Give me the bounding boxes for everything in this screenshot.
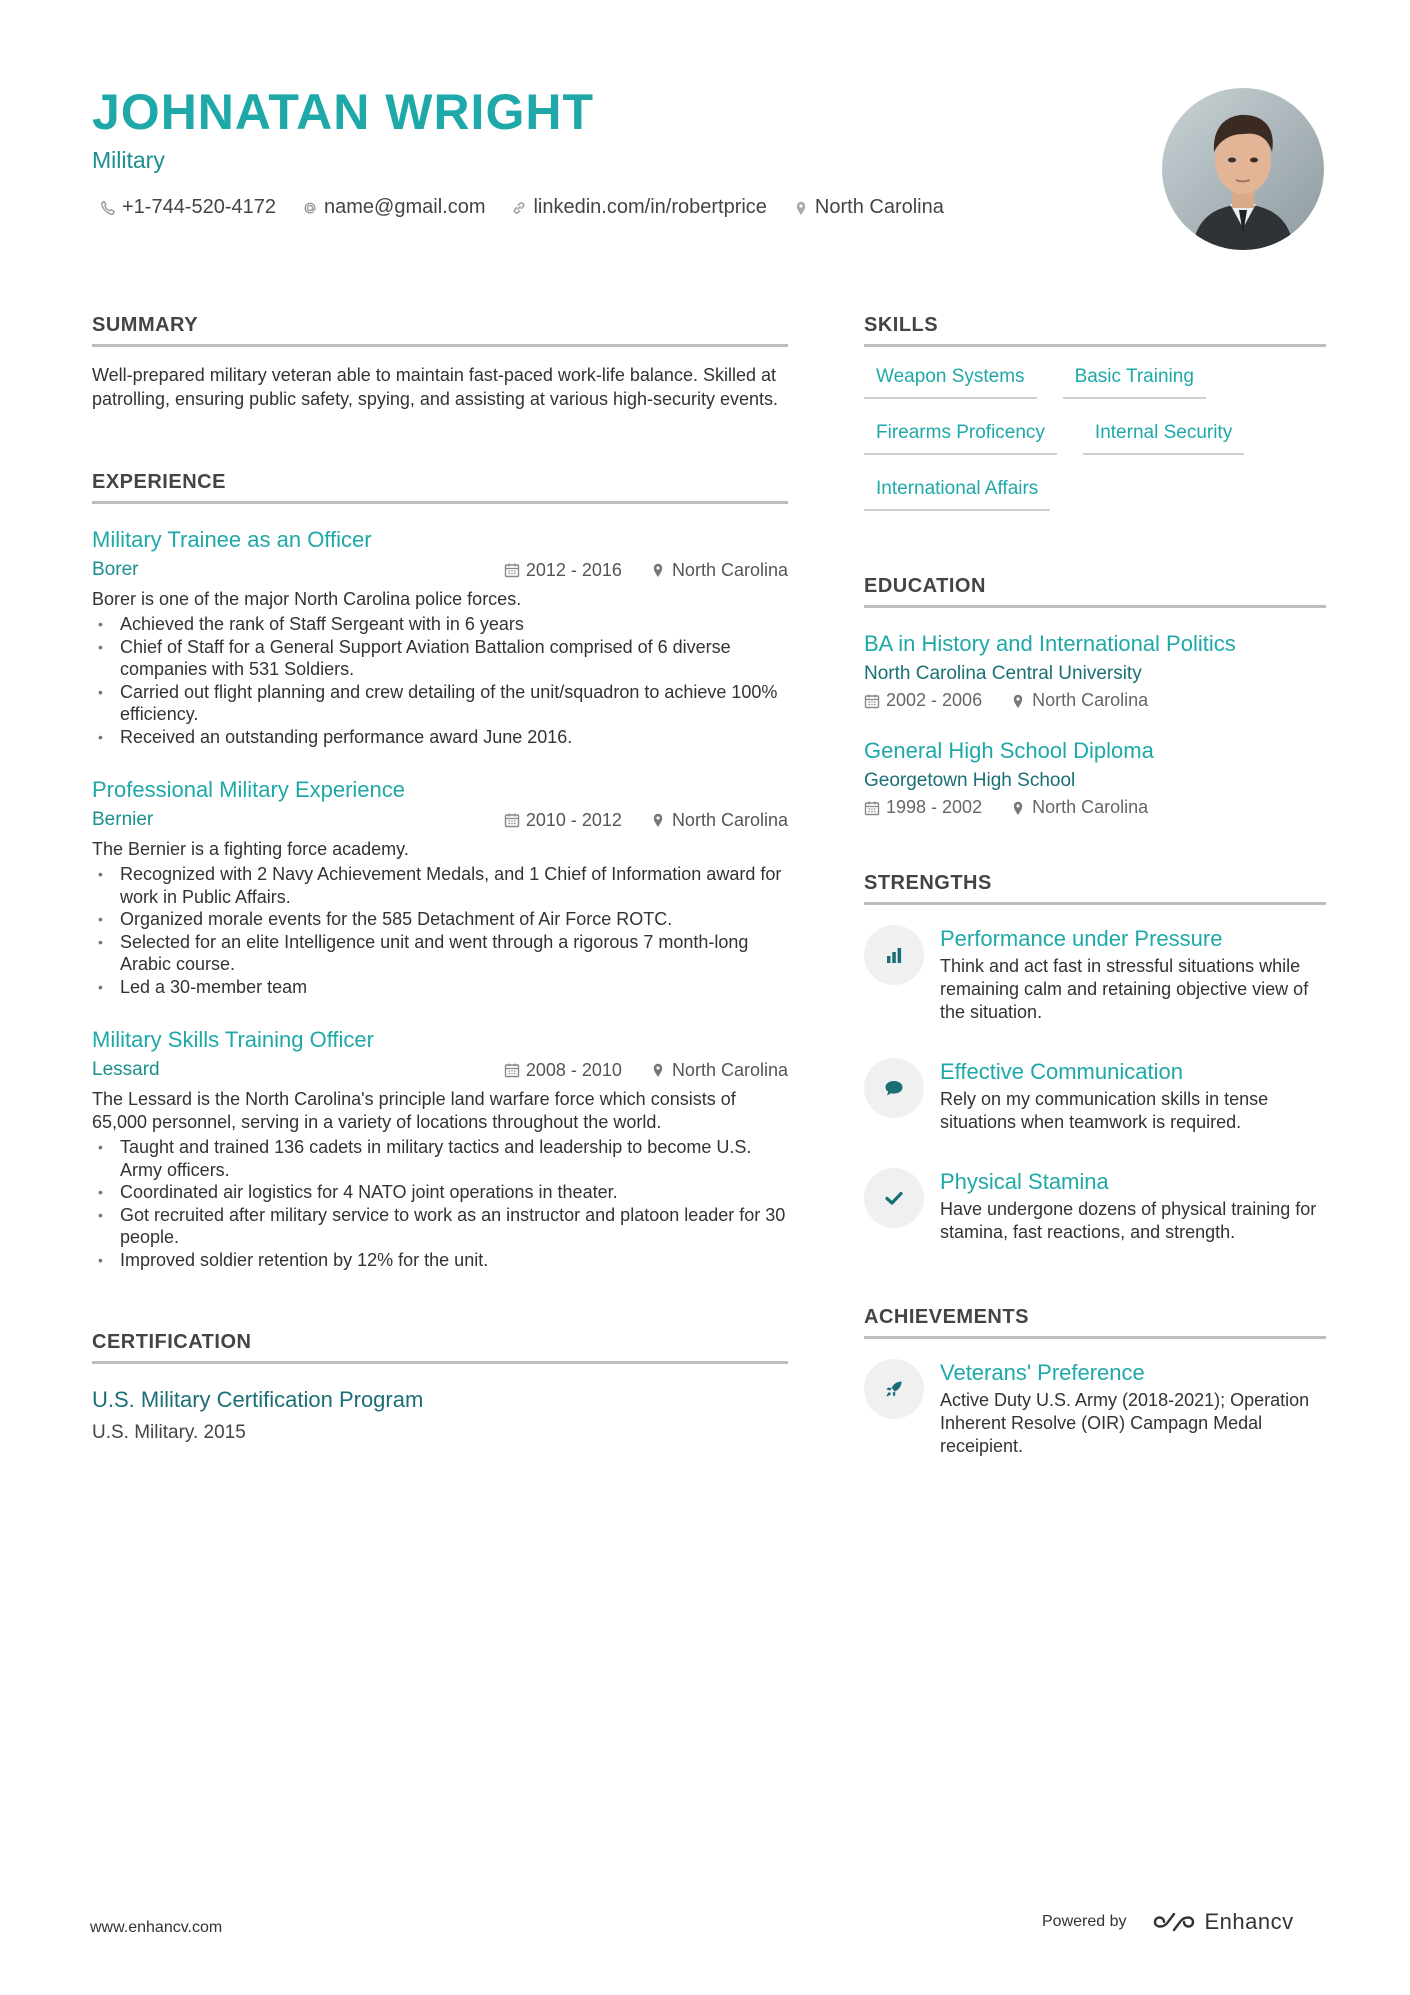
job-meta-right [476, 810, 788, 831]
education-location [1010, 690, 1148, 711]
job-bullets [92, 613, 788, 748]
achievement-title: Veterans' Preference [940, 1360, 1145, 1385]
bar-chart-icon [864, 925, 924, 985]
speech-bubble-icon [864, 1058, 924, 1118]
calendar-icon [504, 562, 520, 578]
strengths-heading: STRENGTHS [864, 870, 1326, 905]
education-dates-text: 2002 - 2006 [886, 690, 983, 710]
contact-linkedin[interactable] [511, 196, 766, 219]
job-location-text: North Carolina [671, 809, 788, 830]
strength-title: Effective Communication [940, 1059, 1183, 1084]
job-bullet: • Received an outstanding performance award June 2016. [92, 726, 788, 749]
strength-text: Have undergone dozens of physical training for stamina, fast reactions, and strength. [940, 1199, 1317, 1242]
phone-text: +1-744-520-4172 [122, 196, 277, 218]
profile-photo [1162, 88, 1324, 250]
skills-heading: SKILLS [864, 312, 1326, 347]
education-section [864, 573, 1326, 818]
company-name: Borer [92, 559, 139, 580]
location-text: North Carolina [814, 196, 944, 218]
candidate-name: JOHNATAN WRIGHT [92, 84, 594, 140]
calendar-icon [864, 800, 880, 816]
job-location-text: North Carolina [671, 559, 788, 580]
achievements-section [864, 1304, 1326, 1458]
job-dates-text: 2012 - 2016 [525, 559, 622, 580]
degree-title: BA in History and International Politics [864, 631, 1236, 656]
email-text[interactable]: name@gmail.com [324, 196, 486, 218]
job-location [650, 810, 788, 831]
left-column [92, 312, 788, 1446]
location-pin-icon [793, 200, 809, 216]
footer-branding [1042, 1909, 1294, 1935]
job-meta-right [476, 560, 788, 581]
strength-text: Think and act fast in stressful situations while remaining calm and retaining objective view of the situation. [940, 956, 1309, 1022]
education-dates [864, 797, 982, 818]
job-meta [92, 558, 788, 582]
job-dates [504, 1060, 622, 1081]
contact-bar [100, 196, 970, 219]
strength-title: Physical Stamina [940, 1169, 1109, 1194]
job-description: Borer is one of the major North Carolina police forces. [92, 589, 522, 609]
education-meta [864, 797, 1326, 818]
education-dates [864, 690, 982, 711]
job-title: Military Skills Training Officer [92, 1027, 374, 1052]
job-dates-text: 2008 - 2010 [525, 1059, 622, 1080]
achievement-item [864, 1359, 1326, 1458]
job-bullet: • Carried out flight planning and crew detailing of the unit/squadron to achieve 100% efficiency. [92, 681, 788, 726]
job-dates [504, 810, 622, 831]
job-bullets [92, 1136, 788, 1271]
strengths-section [864, 870, 1326, 1244]
skill-tag: Internal Security [1083, 421, 1244, 455]
location-pin-icon [1010, 693, 1026, 709]
phone-icon [100, 200, 116, 216]
education-meta [864, 690, 1326, 711]
job-bullet: • Taught and trained 136 cadets in military tactics and leadership to become U.S. Army officers. [92, 1136, 788, 1181]
job-location [650, 1060, 788, 1081]
education-location [1010, 797, 1148, 818]
education-heading: EDUCATION [864, 573, 1326, 608]
linkedin-text[interactable]: linkedin.com/in/robertprice [533, 196, 767, 218]
certification-name: U.S. Military Certification Program [92, 1387, 424, 1412]
skills-section [864, 312, 1326, 533]
link-icon [511, 200, 527, 216]
contact-phone [100, 196, 276, 219]
job-dates [504, 560, 622, 581]
calendar-icon [504, 812, 520, 828]
skill-tag: Firearms Proficency [864, 421, 1057, 455]
job-description: The Bernier is a fighting force academy. [92, 839, 409, 859]
achievements-heading: ACHIEVEMENTS [864, 1304, 1326, 1339]
brand-name: Enhancv [1204, 1909, 1294, 1934]
footer-website[interactable]: www.enhancv.com [90, 1919, 223, 1936]
checkmark-icon [864, 1168, 924, 1228]
skill-tag: Basic Training [1063, 365, 1206, 399]
job-title: Professional Military Experience [92, 777, 406, 802]
education-location-text: North Carolina [1032, 690, 1149, 710]
experience-entry [92, 1026, 788, 1271]
strength-item [864, 925, 1326, 1024]
experience-entry [92, 776, 788, 998]
job-dates-text: 2010 - 2012 [525, 809, 622, 830]
job-bullet: • Improved soldier retention by 12% for the unit. [92, 1249, 788, 1272]
job-bullet: • Chief of Staff for a General Support Aviation Battalion comprised of 6 diverse companies with 531 Soldiers. [92, 636, 788, 681]
skills-list [864, 365, 1334, 533]
contact-email[interactable] [302, 196, 485, 219]
right-column [864, 312, 1326, 1458]
education-location-text: North Carolina [1032, 797, 1149, 817]
location-pin-icon [650, 812, 666, 828]
job-location [650, 560, 788, 581]
job-bullet: • Achieved the rank of Staff Sergeant with in 6 years [92, 613, 788, 636]
job-bullet: • Got recruited after military service to work as an instructor and platoon leader for 30 people. [92, 1204, 788, 1249]
education-dates-text: 1998 - 2002 [886, 797, 983, 817]
job-description: The Lessard is the North Carolina's principle land warfare force which consists of 65,000 personnel, serving in a variety of locations throughout the world. [92, 1089, 736, 1132]
rocket-icon [864, 1359, 924, 1419]
enhancv-logo-icon [1151, 1910, 1197, 1934]
experience-section [92, 469, 788, 1271]
location-pin-icon [1010, 800, 1026, 816]
location-pin-icon [650, 562, 666, 578]
contact-location [793, 196, 944, 219]
strength-title: Performance under Pressure [940, 926, 1223, 951]
location-pin-icon [650, 1062, 666, 1078]
education-entry [864, 630, 1326, 711]
strength-text: Rely on my communication skills in tense situations when teamwork is required. [940, 1089, 1269, 1132]
experience-heading: EXPERIENCE [92, 469, 788, 504]
achievement-text: Active Duty U.S. Army (2018-2021); Operation Inherent Resolve (OIR) Campagn Medal receipient. [940, 1390, 1310, 1456]
job-bullet: • Organized morale events for the 585 Detachment of Air Force ROTC. [92, 908, 788, 931]
summary-text: Well-prepared military veteran able to maintain fast-paced work-life balance. Skilled at patrolling, ensuring public safety, spying, and assisting at various high-security events. [92, 365, 779, 409]
skill-tag: International Affairs [864, 477, 1050, 511]
job-bullet: • Led a 30-member team [92, 976, 788, 999]
certification-heading: CERTIFICATION [92, 1329, 788, 1364]
job-bullet: • Recognized with 2 Navy Achievement Medals, and 1 Chief of Information award for work in Public Affairs. [92, 863, 788, 908]
job-meta [92, 808, 788, 832]
degree-title: General High School Diploma [864, 738, 1154, 763]
certification-detail: U.S. Military. 2015 [92, 1422, 246, 1443]
job-location-text: North Carolina [671, 1059, 788, 1080]
calendar-icon [504, 1062, 520, 1078]
calendar-icon [864, 693, 880, 709]
strength-item [864, 1058, 1326, 1134]
summary-section [92, 312, 788, 411]
company-name: Bernier [92, 809, 154, 830]
certification-section [92, 1329, 788, 1446]
school-name: North Carolina Central University [864, 663, 1142, 684]
school-name: Georgetown High School [864, 770, 1076, 791]
job-bullet: • Coordinated air logistics for 4 NATO joint operations in theater. [92, 1181, 788, 1204]
job-bullets [92, 863, 788, 998]
strength-item [864, 1168, 1326, 1244]
candidate-role: Military [92, 147, 165, 173]
experience-entry [92, 526, 788, 748]
job-bullet: • Selected for an elite Intelligence unit and went through a rigorous 7 month-long Arabic course. [92, 931, 788, 976]
job-meta [92, 1058, 788, 1082]
powered-by-text: Powered by [1042, 1913, 1127, 1930]
at-icon [302, 200, 318, 216]
job-meta-right [476, 1060, 788, 1081]
summary-heading: SUMMARY [92, 312, 788, 347]
skill-tag: Weapon Systems [864, 365, 1037, 399]
company-name: Lessard [92, 1059, 160, 1080]
education-entry [864, 737, 1326, 818]
job-title: Military Trainee as an Officer [92, 527, 372, 552]
